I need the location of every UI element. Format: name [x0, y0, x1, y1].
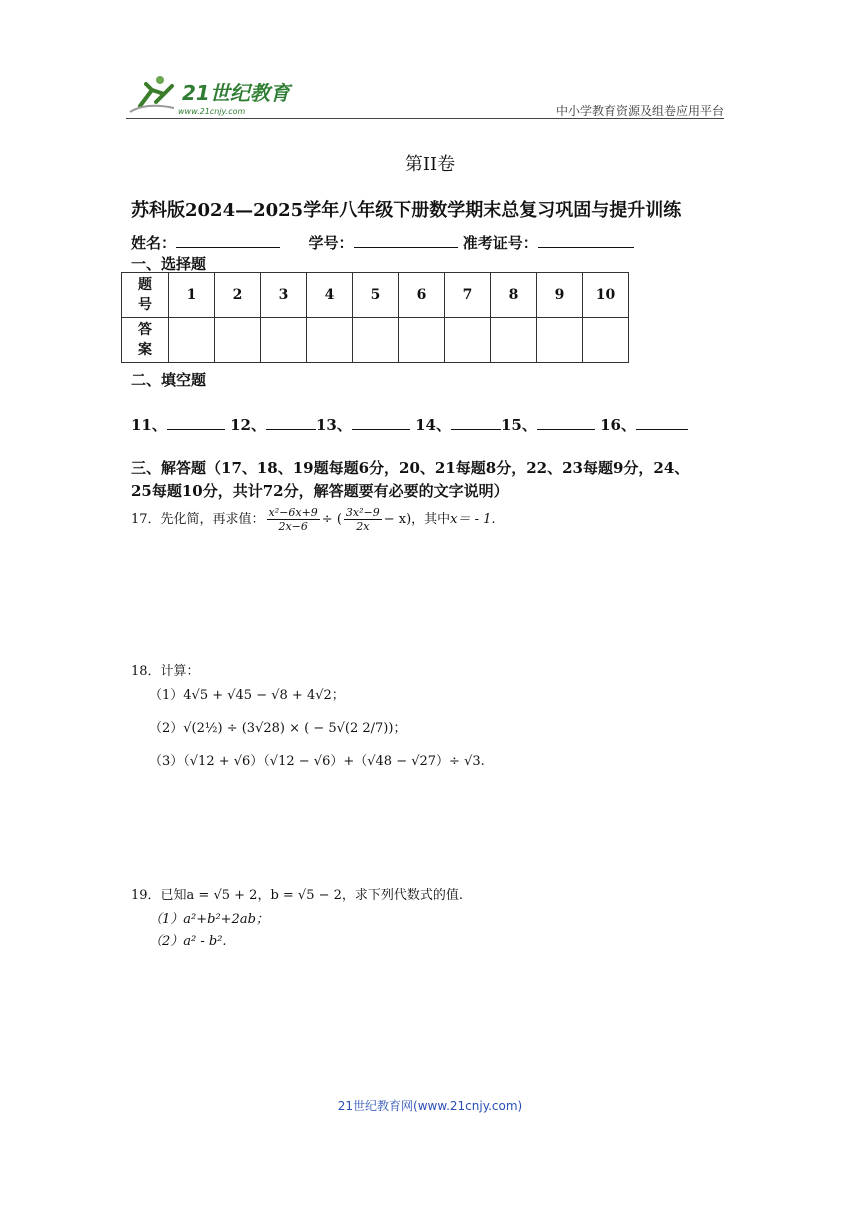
- q17-fraction-2: [344, 506, 382, 533]
- question-19: [131, 884, 463, 903]
- q17-prefix: 17．先化简，再求值：: [131, 512, 265, 527]
- q17-condition: x＝ - 1.: [450, 512, 496, 527]
- question-18: 18．计算：: [131, 664, 200, 679]
- q19-part-2: （2）a² - b².: [149, 934, 227, 949]
- id-blank: [354, 233, 458, 248]
- header-divider: [126, 118, 724, 119]
- section-choice-title: 一、选择题: [131, 255, 207, 273]
- fraction-numerator: x²−6x+9: [268, 506, 318, 519]
- fill-blank: [266, 415, 316, 430]
- question-number-cell: 2: [215, 273, 261, 318]
- question-number-header: [122, 273, 169, 318]
- q17-tail: − x)，其中: [383, 512, 451, 527]
- answer-cell[interactable]: [399, 318, 445, 363]
- answer-table: [121, 272, 629, 363]
- question-17: [131, 506, 496, 533]
- q17-divide: ÷ (: [321, 512, 342, 527]
- answer-cell[interactable]: [491, 318, 537, 363]
- question-number-cell: 9: [537, 273, 583, 318]
- q19-given: a = √5 + 2，b = √5 − 2，求下列代数式的值.: [186, 888, 464, 903]
- fill-blank: [167, 415, 225, 430]
- fill-blank: [352, 415, 410, 430]
- answer-cell[interactable]: [445, 318, 491, 363]
- section-fill-title: 二、填空题: [131, 371, 207, 389]
- answer-cell[interactable]: [583, 318, 629, 363]
- answer-cell[interactable]: [307, 318, 353, 363]
- fill-item-label: 12、: [230, 416, 266, 434]
- svg-text:21世纪教育: 21世纪教育: [182, 81, 290, 105]
- question-number-cell: 10: [583, 273, 629, 318]
- header-char: 题: [138, 277, 152, 293]
- q17-fraction-1: [267, 506, 320, 533]
- question-number-cell: 3: [261, 273, 307, 318]
- header-tagline: 中小学教育资源及组卷应用平台: [555, 104, 724, 118]
- fill-item-label: 15、: [500, 416, 537, 434]
- fill-item-label: 14、: [415, 416, 451, 434]
- answer-cell[interactable]: [169, 318, 215, 363]
- question-number-cell: 1: [169, 273, 215, 318]
- q18-part-1: （1）4√5 + √45 − √8 + 4√2；: [149, 688, 345, 703]
- volume-title: 第II卷: [404, 154, 456, 175]
- question-number-cell: 5: [353, 273, 399, 318]
- q18-part-3: （3）（√12 + √6）（√12 − √6）+（√48 − √27）÷ √3.: [149, 754, 485, 769]
- name-label: 姓名：: [131, 234, 177, 252]
- main-title: 苏科版2024—2025学年八年级下册数学期末总复习巩固与提升训练: [131, 200, 682, 221]
- q18-part-2: （2）√(2½) ÷ (3√28) × ( − 5√(2 2/7))；: [149, 721, 407, 736]
- question-number-row: [122, 273, 629, 318]
- question-number-cell: 8: [491, 273, 537, 318]
- fill-item-label: 16、: [600, 416, 636, 434]
- question-number-cell: 7: [445, 273, 491, 318]
- fill-item-label: 13、: [315, 416, 352, 434]
- fraction-numerator: 3x²−9: [345, 506, 380, 519]
- svg-text:www.21cnjy.com: www.21cnjy.com: [178, 107, 246, 116]
- exam-number-label: 准考证号：: [462, 234, 538, 252]
- answer-cell[interactable]: [537, 318, 583, 363]
- answer-cell[interactable]: [353, 318, 399, 363]
- fraction-denominator: 2x−6: [278, 520, 308, 533]
- answer-cell[interactable]: [261, 318, 307, 363]
- fraction-denominator: 2x: [356, 520, 370, 533]
- fill-item-label: 11、: [131, 416, 167, 434]
- exam-number-blank: [538, 233, 634, 248]
- header-char: 案: [138, 342, 152, 358]
- name-blank: [176, 233, 280, 248]
- answer-cell[interactable]: [215, 318, 261, 363]
- answer-header: [122, 318, 169, 363]
- question-number-cell: 4: [307, 273, 353, 318]
- footer-source[interactable]: 21世纪教育网(www.21cnjy.com): [337, 1099, 523, 1113]
- student-info-row: [131, 232, 634, 253]
- question-number-cell: 6: [399, 273, 445, 318]
- fill-blank: [537, 415, 595, 430]
- q19-part-1: （1）a²+b²+2ab；: [149, 912, 269, 927]
- answer-row: [122, 318, 629, 363]
- fill-blank-row: [131, 414, 688, 435]
- site-logo: [126, 72, 296, 118]
- fill-blank: [636, 415, 688, 430]
- id-label: 学号：: [308, 234, 354, 252]
- section-solve-title-line2: 25每题10分，共计72分，解答题要有必要的文字说明）: [131, 482, 509, 500]
- header-char: 答: [138, 322, 152, 338]
- fill-blank: [451, 415, 501, 430]
- header-char: 号: [138, 297, 152, 313]
- section-solve-title-line1: 三、解答题（17、18、19题每题6分，20、21每题8分，22、23每题9分，24、: [131, 459, 690, 477]
- q19-prefix: 19．已知: [131, 888, 187, 903]
